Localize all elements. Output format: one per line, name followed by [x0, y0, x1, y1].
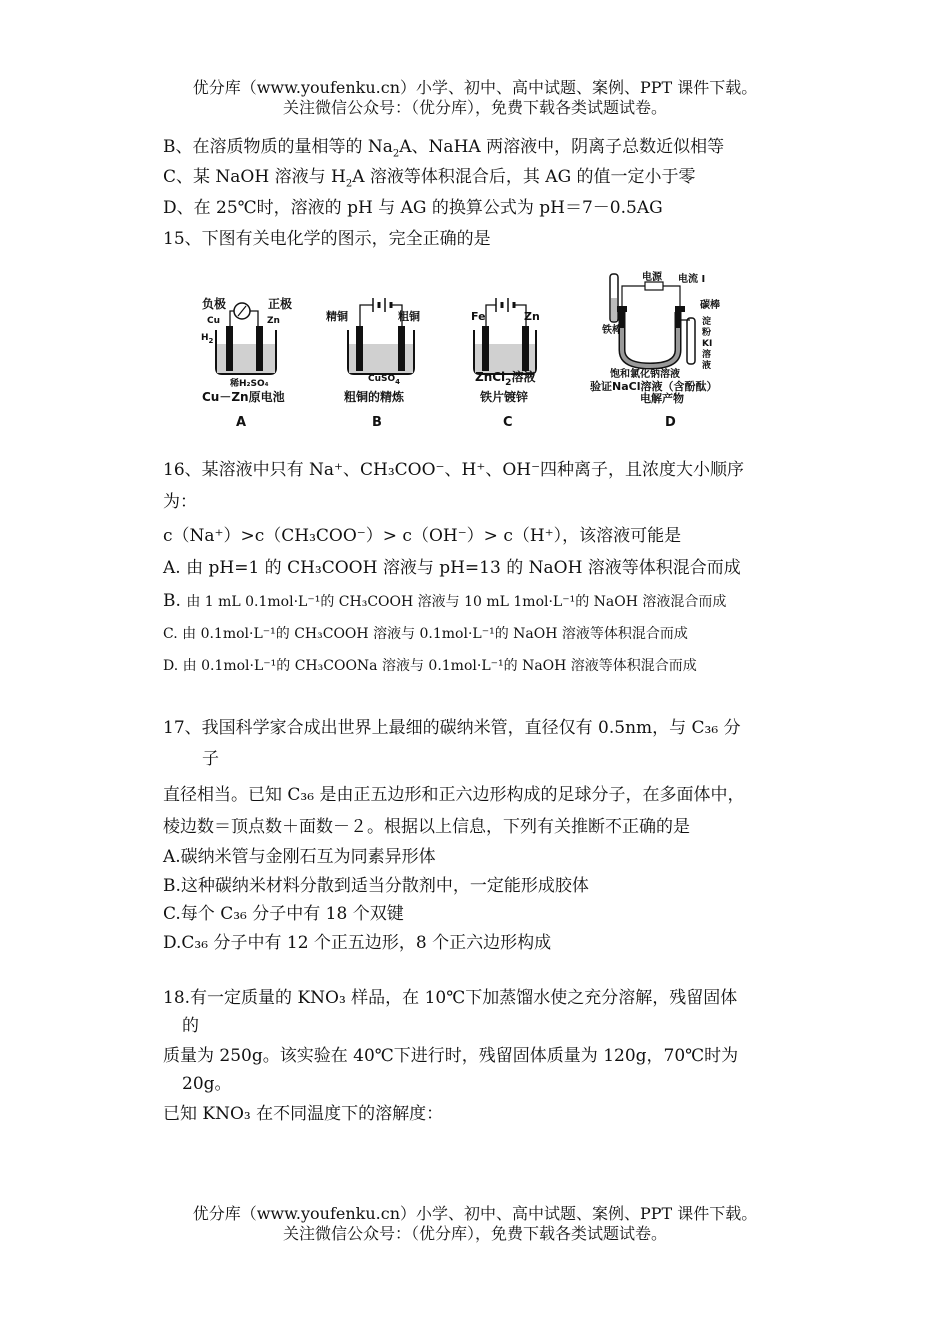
footer-watermark-line1: 优分库（www.youfenku.cn）小学、初中、高中试题、案例、PPT 课件下载。 — [192, 1204, 758, 1223]
label-fe: Fe — [471, 310, 486, 323]
figure-d-nacl-electrolysis — [590, 270, 720, 430]
label-side-5: 液 — [702, 361, 712, 371]
letter-d: D — [665, 415, 676, 430]
label-cu: Cu — [207, 316, 221, 326]
caption-a: Cu－Zn原电池 — [202, 390, 285, 404]
label-h2: $H_2$ — [201, 333, 214, 345]
q16-option-b: B. 由 1 mL 0.1mol·L⁻¹的 CH₃COOH 溶液与 10 mL 1mol·L⁻¹的 NaOH 溶液混合而成 — [163, 591, 727, 611]
caption-d-line2: 验证NaCl溶液（含酚酞） — [590, 380, 718, 393]
q18-stem-line3: 已知 KNO₃ 在不同温度下的溶解度： — [163, 1104, 444, 1124]
letter-c: C — [503, 415, 513, 430]
q16-option-a: A. 由 pH=1 的 CH₃COOH 溶液与 pH=13 的 NaOH 溶液等体积混合而成 — [163, 558, 741, 578]
label-side-4: 溶 — [702, 350, 712, 360]
q16-order: c（Na⁺）>c（CH₃COO⁻）> c（OH⁻）> c（H⁺），该溶液可能是 — [163, 526, 682, 546]
q16-option-d: D. 由 0.1mol·L⁻¹的 CH₃COONa 溶液与 0.1mol·L⁻¹的 NaOH 溶液等体积混合而成 — [163, 658, 697, 674]
footer-watermark-line2: 关注微信公众号：（优分库），免费下载各类试题试卷。 — [282, 1224, 667, 1243]
label-zncl2: ZnCl$_2$溶液 — [475, 370, 536, 388]
label-carbon-rod: 碳棒 — [700, 300, 720, 311]
q17-stem-line2: 直径相当。已知 C₃₆ 是由正五边形和正六边形构成的足球分子，在多面体中， — [163, 785, 745, 805]
q18-stem-line1-wrap: 的 — [182, 1016, 199, 1036]
figure-b-copper-refining — [325, 298, 420, 430]
label-acid: 稀H₂SO₄ — [230, 379, 269, 389]
q14-option-c: C、某 NaOH 溶液与 $H_2A$ 溶液等体积混合后，其 AG 的值一定小于零 — [163, 167, 696, 190]
caption-b: 粗铜的精炼 — [344, 390, 405, 404]
label-side-3: KI — [702, 339, 713, 349]
q16-stem-line1: 16、某溶液中只有 Na⁺、CH₃COO⁻、H⁺、OH⁻四种离子，且浓度大小顺序 — [163, 460, 745, 480]
q14-option-d: D、在 25℃时，溶液的 pH 与 AG 的换算公式为 pH＝7－0.5AG — [163, 198, 663, 218]
label-positive: 正极 — [268, 297, 293, 311]
label-iron-rod: 铁棒 — [602, 325, 622, 336]
q18-stem-line1: 18.有一定质量的 KNO₃ 样品，在 10℃下加蒸馏水使之充分溶解，残留固体 — [163, 988, 738, 1008]
q17-stem-line1: 17、我国科学家合成出世界上最细的碳纳米管，直径仅有 0.5nm，与 C₃₆ 分 — [163, 718, 741, 738]
figure-c-zinc-plating — [471, 298, 540, 430]
label-side-1: 淀 — [702, 317, 712, 327]
q17-option-c: C.每个 C₃₆ 分子中有 18 个双键 — [163, 904, 404, 924]
q17-option-a: A.碳纳米管与金刚石互为同素异形体 — [163, 847, 436, 867]
label-negative: 负极 — [202, 297, 227, 311]
label-current: 电流 I — [678, 274, 706, 285]
figure-a-cu-zn-cell — [201, 296, 292, 430]
q16-option-c: C. 由 0.1mol·L⁻¹的 CH₃COOH 溶液与 0.1mol·L⁻¹的 NaOH 溶液等体积混合而成 — [163, 626, 688, 642]
q15-stem: 15、下图有关电化学的图示，完全正确的是 — [163, 229, 491, 249]
q18-stem-line2-wrap: 20g。 — [182, 1074, 232, 1094]
q16-stem-line2: 为： — [163, 492, 197, 512]
caption-c: 铁片镀锌 — [480, 390, 529, 404]
q18-stem-line2: 质量为 250g。该实验在 40℃下进行时，残留固体质量为 120g，70℃时为 — [163, 1046, 739, 1066]
label-crude-copper: 粗铜 — [398, 310, 420, 323]
label-zn-c: Zn — [524, 310, 540, 323]
label-side-2: 粉 — [702, 328, 712, 338]
q17-option-d: D.C₃₆ 分子中有 12 个正五边形，8 个正六边形构成 — [163, 933, 552, 953]
q15-electrochem-figure — [190, 268, 790, 438]
q17-stem-line1-wrap: 子 — [202, 749, 219, 769]
header-watermark-line1: 优分库（www.youfenku.cn）小学、初中、高中试题、案例、PPT 课件下载。 — [192, 78, 758, 97]
header-watermark-line2: 关注微信公众号：（优分库），免费下载各类试题试卷。 — [282, 98, 667, 117]
q17-option-b: B.这种碳纳米材料分散到适当分散剂中，一定能形成胶体 — [163, 876, 589, 896]
q17-stem-line3: 棱边数＝顶点数＋面数－２。根据以上信息，下列有关推断不正确的是 — [163, 817, 690, 837]
label-power: 电源 — [642, 272, 662, 283]
q14-option-b: B、在溶质物质的量相等的 $Na_2A$、NaHA 两溶液中，阴离子总数近似相等 — [163, 137, 725, 160]
label-zn: Zn — [267, 316, 280, 326]
letter-b: B — [372, 415, 382, 430]
caption-d-line3: 电解产物 — [640, 392, 684, 405]
label-pure-copper: 精铜 — [326, 310, 348, 323]
label-cuso4: CuSO$_4$ — [368, 374, 401, 386]
caption-d-line1: 饱和氯化钠溶液 — [610, 369, 680, 380]
letter-a: A — [236, 415, 247, 430]
